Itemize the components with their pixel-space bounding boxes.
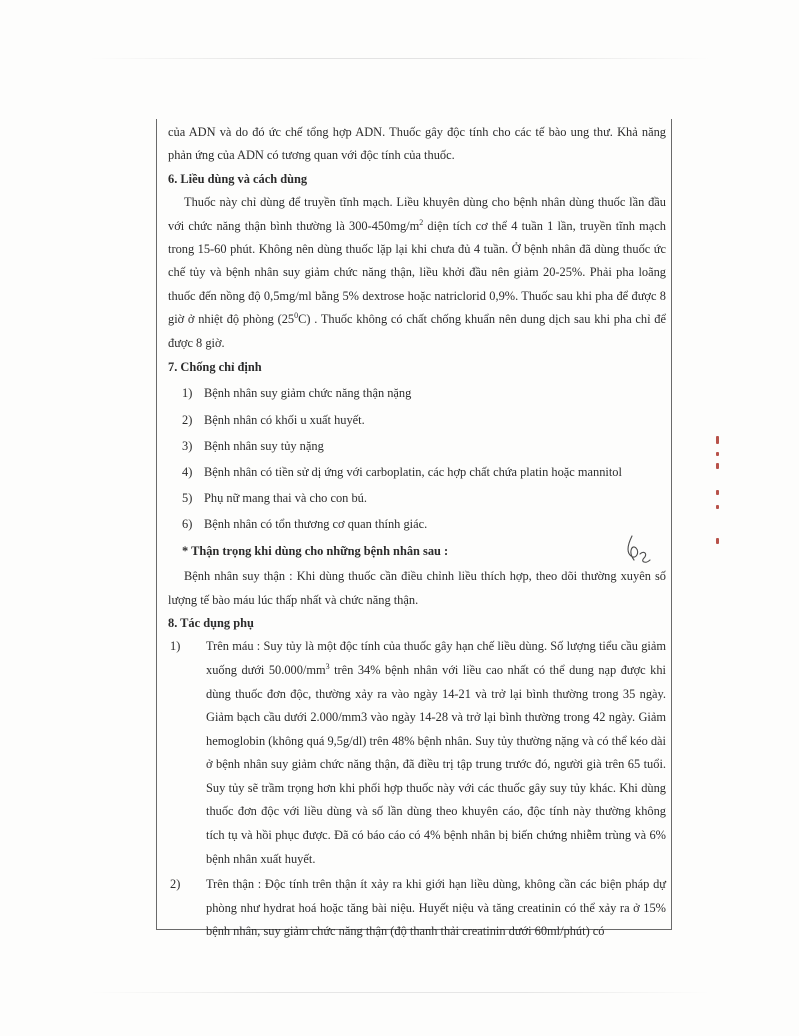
handwritten-initials-mark — [618, 530, 658, 570]
intro-paragraph: của ADN và do đó ức chế tổng hợp ADN. Thuốc gây độc tính cho các tế bào ung thư. Khả năng phản ứng của ADN có tương quan với độc tính của thuốc. — [168, 125, 666, 163]
list-item: 6) Bệnh nhân có tổn thương cơ quan thính giác. — [182, 517, 428, 532]
margin-mark — [716, 463, 719, 469]
scan-bottom-edge — [90, 992, 710, 993]
scan-top-edge — [90, 58, 710, 59]
section-8-heading: 8. Tác dụng phụ — [168, 615, 254, 630]
section-6-paragraph: Thuốc này chỉ dùng để truyền tĩnh mạch. Liều khuyên dùng cho bệnh nhân dùng thuốc lần đầu với chức năng thận bình thường là $300-450mg/m^2$ diện tích cơ thể 4 tuần 1 lần, truyền tĩnh mạch trong 15-60 phút. Không nên dùng thuốc lặp lại khi chưa đủ 4 tuần. Ở bệnh nhân đã dùng thuốc ức chế tủy và bệnh nhân suy giảm chức năng thận, liều khởi đầu nên giảm 20-25%. Phải pha loãng thuốc đến nồng độ 0,5mg/ml bằng 5% dextrose hoặc natriclorid 0,9%. Thuốc sau khi pha để được 8 giờ ở nhiệt độ phòng $(25^0C)$ . Thuốc không có chất chống khuẩn nên dung dịch sau khi pha chỉ để được 8 giờ. — [168, 195, 666, 350]
caution-heading: * Thận trọng khi dùng cho những bệnh nhân sau : — [182, 543, 449, 558]
list-item: 4) Bệnh nhân có tiền sử dị ứng với carboplatin, các hợp chất chứa platin hoặc mannitol — [182, 465, 622, 480]
margin-mark — [716, 436, 719, 444]
section-6-heading: 6. Liều dùng và cách dùng — [168, 171, 308, 186]
caution-paragraph: Bệnh nhân suy thận : Khi dùng thuốc cần điều chỉnh liều thích hợp, theo dõi thường xuyên số lượng tế bào máu lúc thấp nhất và chức năng thận. — [168, 569, 666, 607]
list-item: 3) Bệnh nhân suy tủy nặng — [182, 438, 324, 453]
margin-mark — [716, 505, 719, 509]
margin-mark — [716, 452, 719, 456]
contraindication-list — [168, 380, 666, 537]
list-item: 2) Bệnh nhân có khối u xuất huyết. — [182, 412, 365, 427]
side-effect-item-blood: 1) Trên máu : Suy tủy là một độc tính của thuốc gây hạn chế liều dùng. Số lượng tiểu cầu giảm xuống dưới $50.000/mm^3$ trên 34% bệnh nhân với liều cao nhất có thể dung nạp được khi dùng thuốc đơn độc, thường xảy ra vào ngày 14-21 và trở lại bình thường trong 35 ngày. Giảm bạch cầu dưới 2.000/mm3 vào ngày 14-28 và trở lại bình thường trong 42 ngày. Giảm hemoglobin (không quá 9,5g/dl) trên 48% bệnh nhân. Suy tủy thường nặng và có thể kéo dài ở bệnh nhân suy giảm chức năng thận, đã điều trị tập trung trước đó, người già trên 65 tuổi. Suy tủy sẽ trầm trọng hơn khi phối hợp thuốc này với các thuốc gây suy tủy khác. Khi dùng thuốc đơn độc với liều dùng và số lần dùng theo khuyên cáo, độc tính này thường không tích tụ và hồi phục được. Đã có báo cáo có 4% bệnh nhân bị biến chứng nhiễm trùng và 6% bệnh nhân xuất huyết. — [170, 639, 666, 866]
section-7-heading: 7. Chống chỉ định — [168, 360, 262, 375]
list-item: 5) Phụ nữ mang thai và cho con bú. — [182, 491, 367, 506]
list-item: 1) Bệnh nhân suy giảm chức năng thận nặng — [182, 386, 412, 401]
margin-mark — [716, 538, 719, 544]
margin-mark — [716, 490, 719, 495]
document-body — [168, 121, 666, 944]
side-effect-item-kidney: 2) Trên thận : Độc tính trên thận ít xảy ra khi giới hạn liều dùng, không cần các biện pháp dự phòng như hydrat hoá hoặc tăng bài niệu. Huyết niệu và tăng creatinin có thể xảy ra ở 15% bệnh nhân, suy giảm chức năng thận (độ thanh thải creatinin dưới 60ml/phút) có — [170, 877, 666, 939]
